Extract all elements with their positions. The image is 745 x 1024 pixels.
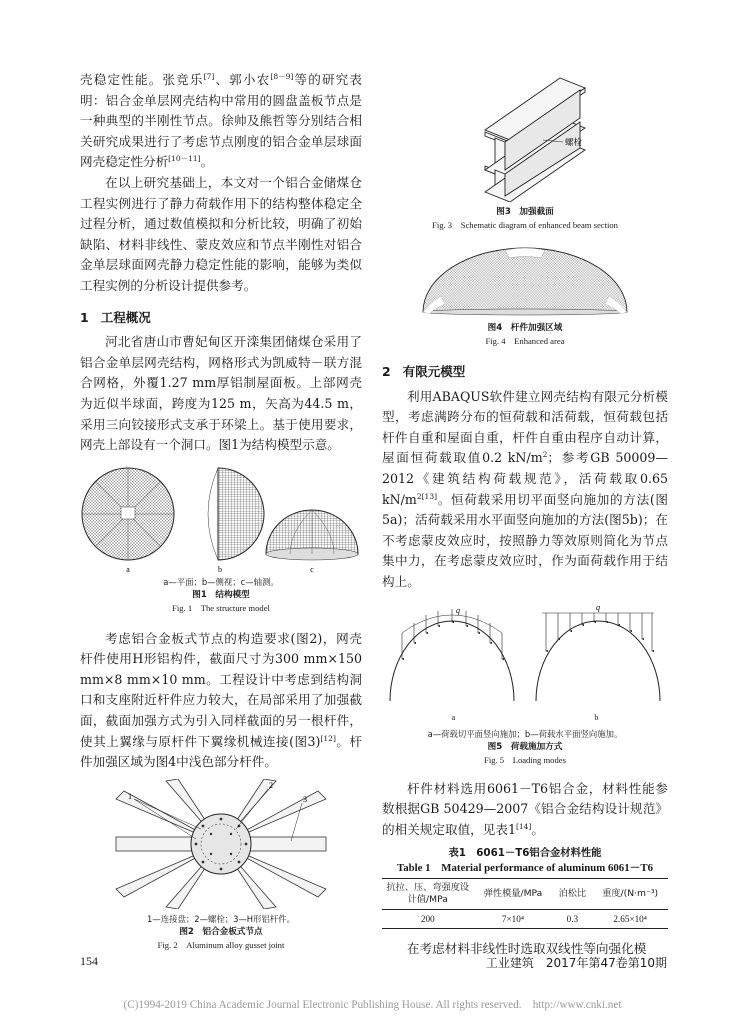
enhanced-section-image [425,70,625,202]
material-table [382,878,668,929]
callout-3: 3 [303,794,307,804]
figure-5 [382,603,668,767]
figure-5-caption-en: Fig. 5 Loading modes [484,754,566,765]
figure-4-caption: 图4 杆件加强区域 [487,323,563,333]
figure-4-caption-en: Fig. 4 Enhanced area [485,336,565,346]
figure-2 [80,779,362,952]
paragraph-nonlinear: 在考虑材料非线性时选取双线性等向强化模 [407,941,647,957]
paragraph-project: 河北省唐山市曹妃甸区开滦集团储煤仓采用了铝合金单层网壳结构，网格形式为凯威特－联方混合网格，外覆1.27 mm厚铝制屋面板。上部网壳为近似半球面，跨度为125 m，矢高为44.5 m，采用三向铰接形式支承于环梁上。基于使用要求，网壳上部设有一个洞口。图1为结构模型示意。 [80,334,362,453]
subfigure-label-b: b [218,564,222,574]
figure-1-caption: 图1 结构模型 [192,589,250,600]
table-header-weight: 重度/(N·m⁻³) [592,879,668,910]
figure-1 [80,462,362,615]
structure-model-image [80,462,362,574]
figure-1-caption-en: Fig. 1 The structure model [172,602,270,613]
paragraph-intro: 壳稳定性能。张竞乐[7]、郭小农[8－9]等的研究表明：铝合金单层网壳结构中常用的圆盘盖板节点是一种典型的半刚性节点。徐帅及熊哲等分别结合相关研究成果进行了考虑节点刚度的铝合金单层球面网壳稳定性分析[10－11]。 [80,72,363,170]
connection-disk [191,814,251,874]
paragraph-node: 考虑铝合金板式节点的构造要求(图2)，网壳杆件使用H形铝构件，截面尺寸为300 mm×150 mm×8 mm×10 mm。工程设计中考虑到结构洞口和支座附近杆件应力较大，在局部采用了加强截面，截面加强方式为引入同样截面的另一根杆件，使其上翼缘与原杆件下翼缘机械连接(图3)[12]。杆件加强区域为图4中浅色部分杆件。 [80,630,363,770]
load-q-label-a: q [456,605,460,615]
figure-3 [382,70,668,232]
right-column [382,70,668,960]
citation: [8－9] [270,72,294,81]
figure-3-caption: 图3 加强截面 [496,207,554,217]
table-header-strength: 抗拉、压、弯强度设计值/MPa [382,879,474,910]
citation: [7] [203,72,215,81]
table-1-caption: 表1 6061－T6铝合金材料性能 [448,847,602,860]
subfigure-label-b: b [594,712,599,722]
left-column [80,70,362,952]
arch-b [536,621,660,701]
page-number: 154 [80,954,98,968]
section-heading-1: 1 工程概况 [80,309,151,325]
callout-1: 1 [128,791,132,801]
figure-5-legend: a—荷载切平面竖向施加；b—荷载水平面竖向施加。 [427,728,623,739]
gusset-joint-image [106,779,336,909]
figure-3-caption-en: Fig. 3 Schematic diagram of enhanced beam section [432,220,618,230]
side-view [218,468,264,560]
callout-2: 2 [269,780,273,790]
table-row: 200 7×10⁴ 0.3 2.65×10⁴ [382,910,668,929]
bolt-label: 螺栓 [565,138,583,148]
subfigure-label-c: c [310,564,314,574]
enhanced-area-image [419,244,631,316]
figure-1-legend: a—平面；b—侧视；c—轴测。 [163,576,279,587]
subfigure-label-a: a [126,564,130,574]
load-q-label-b: q [596,602,600,612]
paragraph-basis: 在以上研究基础上，本文对一个铝合金储煤仓工程实例进行了静力荷载作用下的结构整体稳定全过程分析，通过数值模拟和分析比较，明确了初始缺陷、材料非线性、蒙皮效应和节点半刚性对铝合金单层球面网壳静力稳定性能的影响，能够为类似工程实例的分析设计提供参考。 [80,174,362,293]
citation: [14] [515,821,532,831]
arch-a [390,621,514,701]
subfigure-label-a: a [451,712,456,722]
loading-modes-image [382,603,668,711]
figure-2-legend: 1—连接盘；2—螺栓；3—H形铝杆件。 [147,913,295,924]
figure-5-caption: 图5 荷载施加方式 [487,741,563,752]
table-1-caption-en: Table 1 Material performance of aluminum 6061－T6 [396,862,653,875]
table-header-modulus: 弹性模量/MPa [474,879,553,910]
copyright-notice: (C)1994-2019 China Academic Journal Electronic Publishing House. All rights reserved. http://www.cnki.net [123,999,622,1011]
figure-2-caption-en: Fig. 2 Aluminum alloy gusset joint [157,939,285,950]
figure-2-caption: 图2 铝合金板式节点 [179,926,263,937]
paragraph-fem: 利用ABAQUS软件建立网壳结构有限元分析模型，考虑满跨分布的恒荷载和活荷载，恒荷载包括杆件自重和屋面自重，杆件自重由程序自动计算，屋面恒荷载取值0.2 $kN/m^2$；参考GB 50009—2012《建筑结构荷载规范》，活荷载取0.65 $kN/m^{2[13]}$。恒荷载采用切平面竖向施加的方法(图5a)；活荷载采用水平面竖向施加的方法(图5b)；在不考虑蒙皮效应时，按照静力等效原则简化为节点集中力，在考虑蒙皮效应时，作为面荷载作用于结构上。 [382,388,668,589]
citation: [10－11] [168,154,201,164]
citation: [13] [421,491,438,501]
journal-info: 工业建筑 2017年第47卷第10期 [485,956,667,970]
section-heading-2: 2 有限元模型 [382,364,466,379]
table-header-poisson: 泊松比 [552,879,592,910]
citation: [12] [320,733,336,743]
paragraph-material: 杆件材料选用6061－T6铝合金，材料性能参数根据GB 50429—2007《铝合金结构设计规范》的相关规定取值，见表1[14]。 [382,780,668,837]
figure-4 [382,244,668,348]
